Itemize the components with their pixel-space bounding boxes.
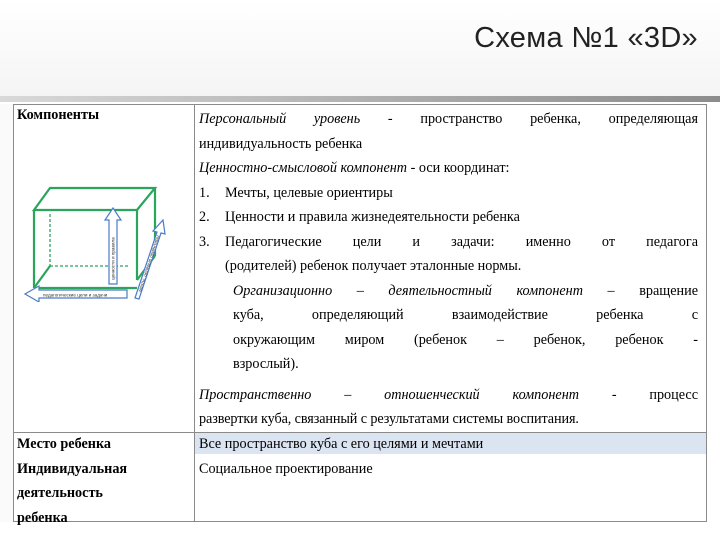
list-item	[199, 205, 698, 230]
list-text: Мечты, целевые ориентиры	[225, 184, 393, 201]
org-component-line-3: окружающим миром (ребенок – ребенок, ребенок -	[233, 331, 698, 348]
diagram-label-bottom: педагогические цели и задачи	[43, 292, 108, 298]
cube-diagram	[17, 180, 179, 302]
value-component-text: - оси координат:	[407, 160, 510, 176]
list-text: Ценности и правила жизнедеятельности ребенка	[225, 209, 520, 225]
child-place-line: Индивидуальная	[17, 460, 128, 477]
org-component-term: Организационно – деятельностный компонент	[233, 282, 583, 299]
child-place-text: Социальное проектирование	[199, 460, 373, 477]
personal-level-line	[199, 107, 698, 132]
value-component-term: Ценностно-смысловой компонент	[199, 160, 408, 176]
child-place-line: ребенка	[17, 509, 68, 526]
personal-level-text: - пространство ребенка, определяющая	[360, 111, 698, 127]
spatial-component-term: Пространственно – отношенческий компонент	[199, 386, 579, 403]
spatial-component-line	[199, 383, 698, 408]
cube-edges	[34, 188, 155, 288]
list-number: 1.	[199, 184, 210, 201]
title-divider	[0, 96, 720, 102]
org-component-line-4: взрослый).	[233, 356, 299, 372]
personal-level-line-2: индивидуальность ребенка	[199, 135, 363, 152]
column-divider	[194, 104, 195, 522]
child-place-line: Место ребенка	[17, 436, 112, 452]
components-label: Компоненты	[17, 107, 100, 123]
list-number: 3.	[199, 233, 210, 250]
child-place-line: деятельность	[17, 485, 103, 501]
org-component-line	[199, 279, 698, 304]
org-component-line-2: куба, определяющий взаимодействие ребенка с	[233, 307, 698, 323]
diagram-label-right: мечты, целевые ориентиры	[137, 234, 161, 293]
child-place-description	[199, 432, 698, 481]
list-number: 2.	[199, 209, 210, 225]
diagram-label-middle: ценности и правила	[110, 237, 116, 280]
list-item-continuation: (родителей) ребенок получает эталонные нормы.	[225, 258, 522, 274]
spatial-component-line-2: развертки куба, связанный с результатами системы воспитания.	[199, 411, 579, 427]
list-item	[199, 230, 698, 255]
org-component-text: – вращение	[582, 282, 699, 299]
slide-title: Схема №1 «3D»	[474, 22, 698, 54]
list-item	[199, 181, 698, 206]
components-description	[199, 107, 698, 432]
child-place-label	[17, 432, 187, 530]
personal-level-term: Персональный уровень	[199, 111, 361, 127]
value-component-line	[199, 156, 698, 181]
spatial-component-text: - процесс	[578, 386, 698, 403]
margin-strip	[0, 104, 13, 522]
list-text: Педагогические цели и задачи: именно от педагога	[225, 233, 698, 250]
child-place-text: Все пространство куба с его целями и мечтами	[199, 436, 484, 452]
